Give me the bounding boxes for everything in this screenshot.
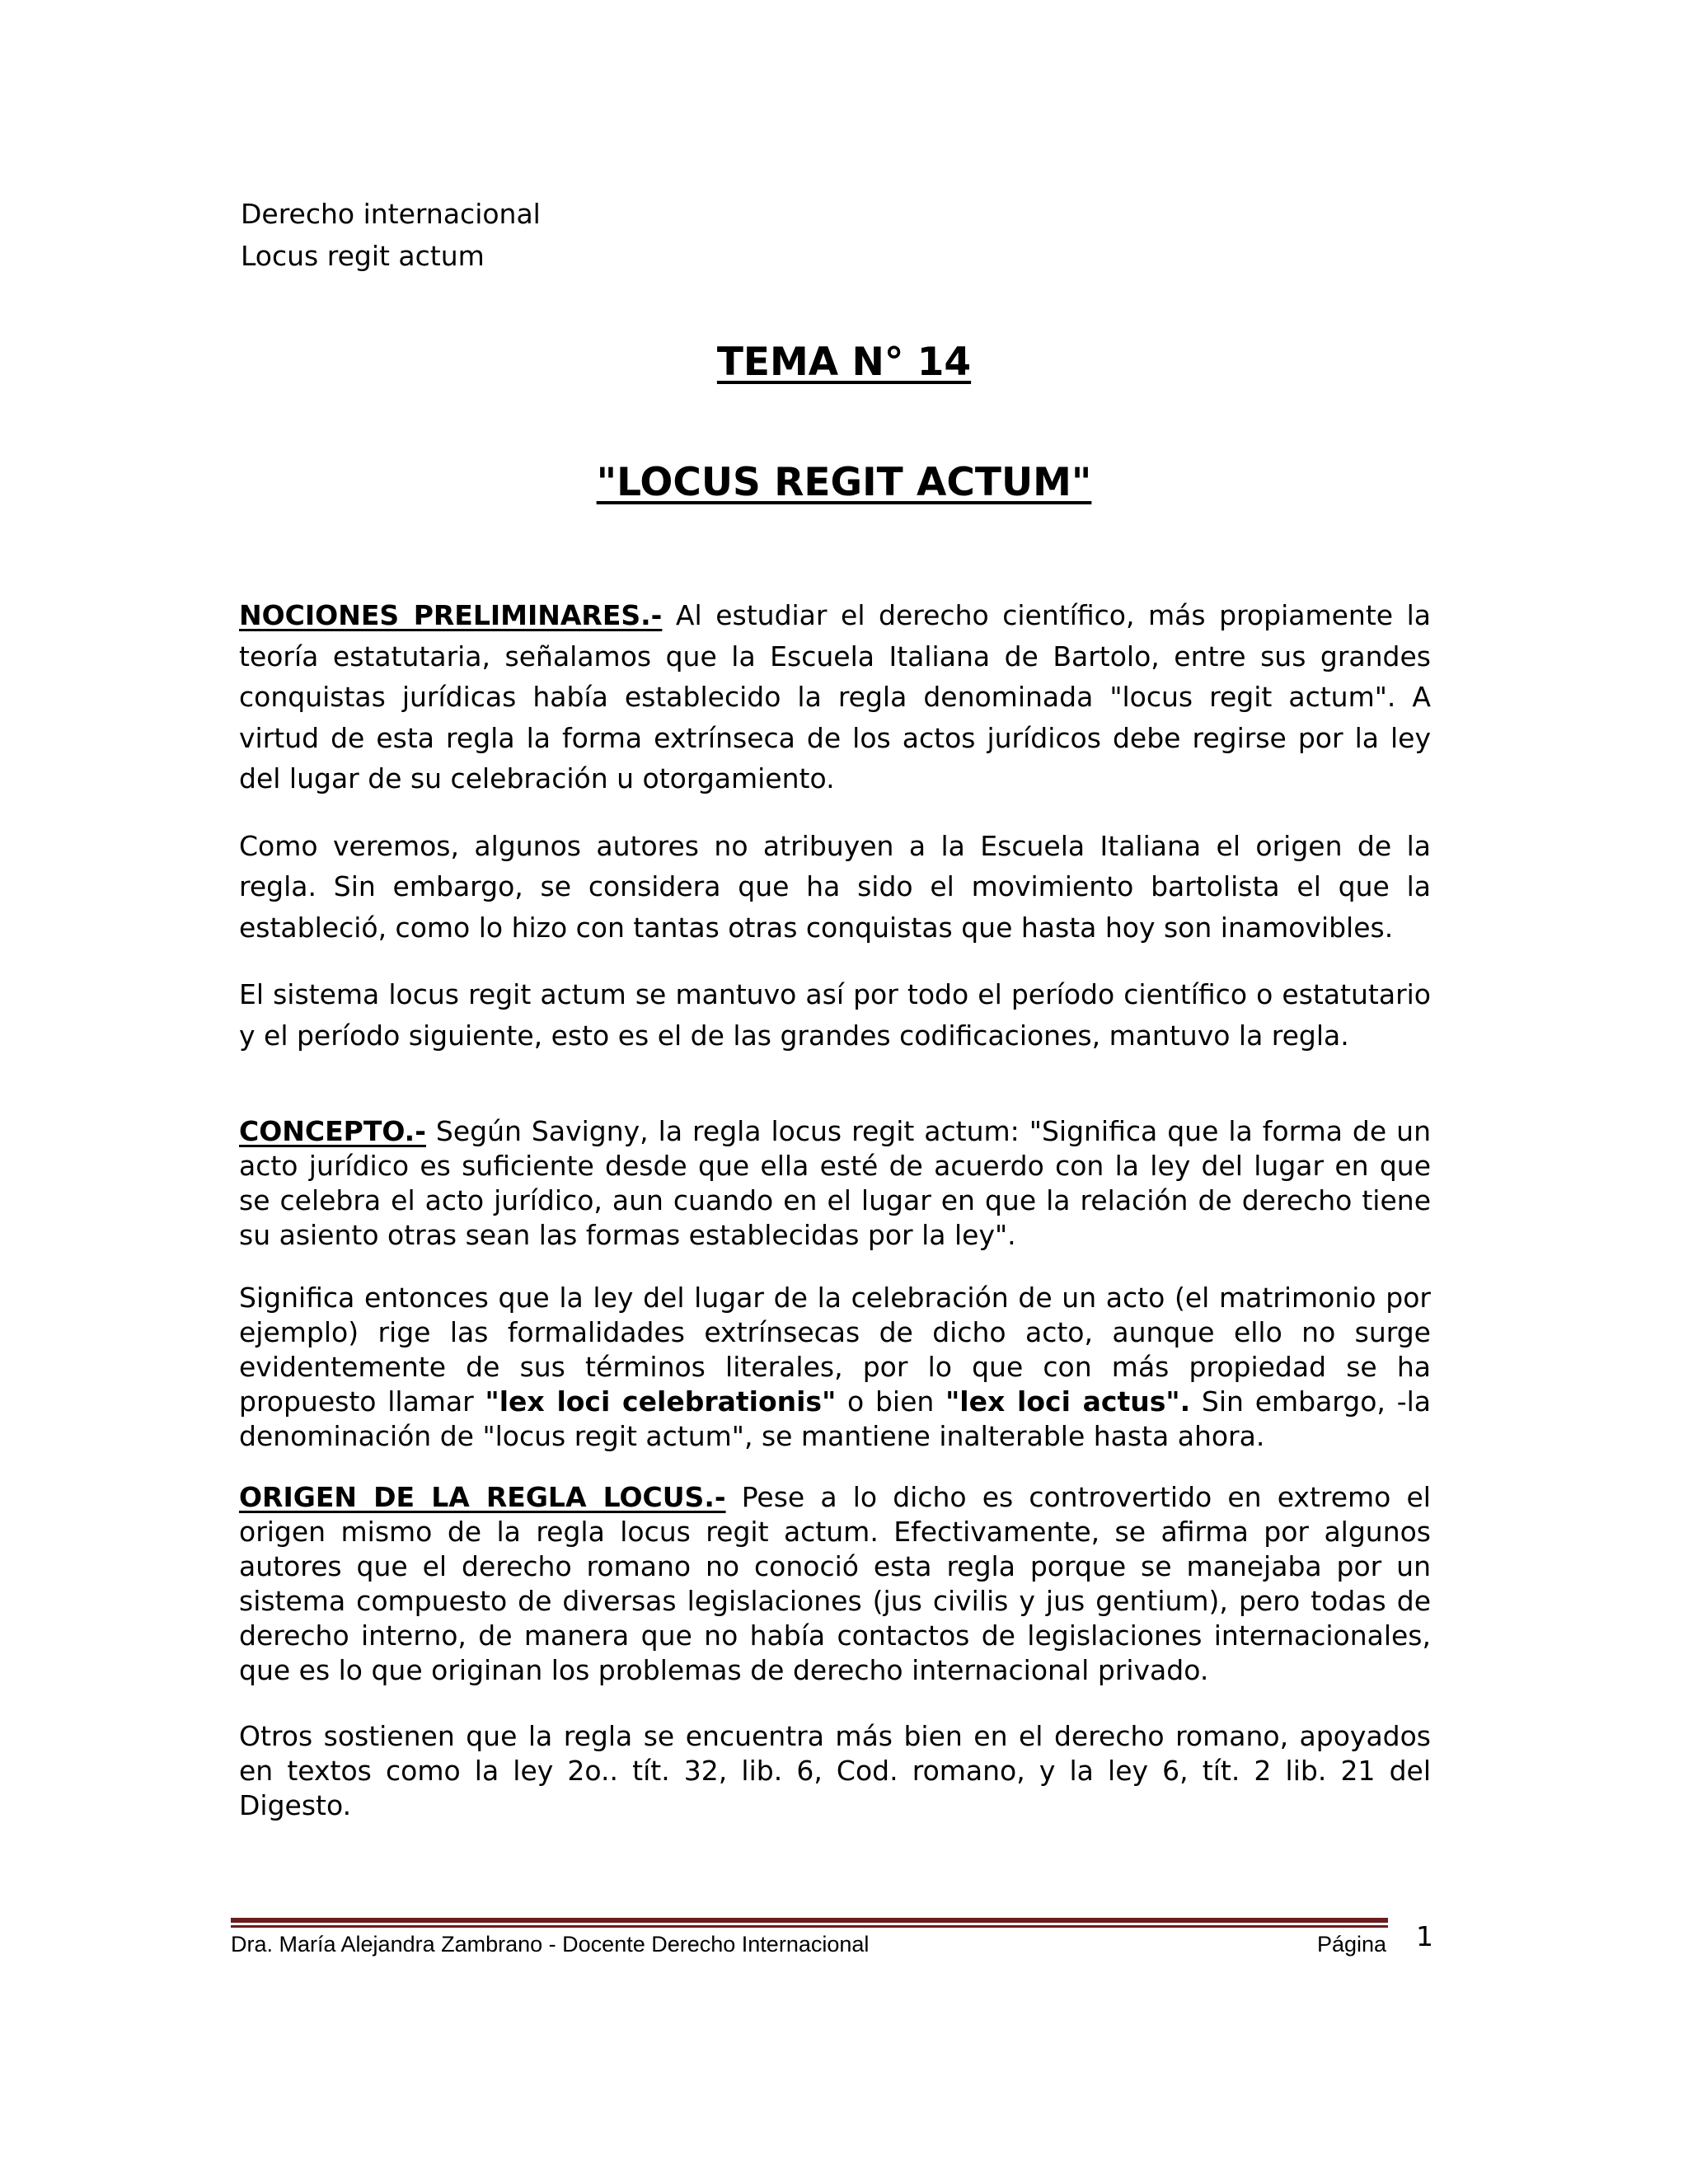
concepto-term-actus: "lex loci actus".: [945, 1385, 1191, 1418]
origen-paragraph-2: Otros sostienen que la regla se encuentra más bien en el derecho romano, apoyados en textos como la ley 2o.. tít. 32, lib. 6, Cod. romano, y la ley 6, tít. 2 lib. 21 del Digesto.: [239, 1720, 1431, 1821]
origen-text-1: Pese a lo dicho es controvertido en extremo el origen mismo de la regla locus regit actum. Efectivamente, se afirma por algunos autores que el derecho romano no conoció esta regla porque se manejaba por un sistema compuesto de diversas legislaciones (jus civilis y jus gentium), pero todas de derecho interno, de manera que no había contactos de legislaciones internacionales, que es lo que originan los problemas de derecho internacional privado.: [239, 1481, 1431, 1686]
footer-rule-thin: [231, 1925, 1388, 1928]
nociones-paragraph-2: Como veremos, algunos autores no atribuyen a la Escuela Italiana el origen de la regla. Sin embargo, se considera que ha sido el movimiento bartolista el que la estableció, como lo hizo con tantas otras conquistas que hasta hoy son inamovibles.: [239, 829, 1431, 944]
section-origen: [239, 1480, 1431, 1823]
concepto-term-celebrationis: "lex loci celebrationis": [485, 1385, 837, 1418]
footer-rule-thick: [231, 1918, 1388, 1923]
section-nociones: [239, 595, 1431, 1056]
concepto-heading: CONCEPTO.-: [239, 1115, 426, 1147]
nociones-paragraph-1: [239, 595, 1431, 799]
footer-rule: [231, 1918, 1388, 1928]
concepto-text-2a: Significa entonces que la ley del lugar de la celebración de un acto (el matrimonio por ejemplo) rige las formalidades extrínsecas de dicho acto, aunque ello no surge evidentemente de sus términos literales, por lo que con más propiedad se ha propuesto llamar: [239, 1282, 1431, 1418]
concepto-text-1: Según Savigny, la regla locus regit actum: "Significa que la forma de un acto jurídico es suficiente desde que ella esté de acuerdo con la ley del lugar en que se celebra el acto jurídico, aun cuando en el lugar en que la relación de derecho tiene su asiento otras sean las formas establecidas por la ley".: [239, 1115, 1431, 1251]
nociones-paragraph-3: El sistema locus regit actum se mantuvo así por todo el período científico o estatutario y el período siguiente, esto es el de las grandes codificaciones, mantuvo la regla.: [239, 978, 1431, 1052]
section-concepto: [239, 1114, 1431, 1454]
page-number: 1: [1416, 1920, 1433, 1952]
tema-title: TEMA N° 14: [716, 340, 972, 385]
document-header: [241, 193, 541, 277]
concepto-text-2b: o bien: [836, 1385, 946, 1418]
origen-paragraph-1: [239, 1480, 1431, 1688]
nociones-heading: NOCIONES PRELIMINARES.-: [239, 599, 663, 631]
concepto-paragraph-1: [239, 1114, 1431, 1253]
origen-heading: ORIGEN DE LA REGLA LOCUS.-: [239, 1481, 726, 1513]
main-title: "LOCUS REGIT ACTUM": [596, 460, 1092, 505]
header-subject: Derecho internacional: [241, 198, 541, 230]
header-topic: Locus regit actum: [241, 240, 485, 272]
footer-author: Dra. María Alejandra Zambrano - Docente Derecho Internacional: [231, 1932, 870, 1957]
footer-page-label: Página: [1317, 1932, 1387, 1957]
nociones-text-1: Al estudiar el derecho científico, más propiamente la teoría estatutaria, señalamos que la Escuela Italiana de Bartolo, entre sus grandes conquistas jurídicas había establecido la regla denominada "locus regit actum". A virtud de esta regla la forma extrínseca de los actos jurídicos debe regirse por la ley del lugar de su celebración u otorgamiento.: [239, 599, 1431, 794]
concepto-paragraph-2: [239, 1281, 1431, 1454]
concepto-text-2c: Sin embargo, -la denominación de "locus regit actum", se mantiene inalterable hasta ahora.: [239, 1385, 1431, 1452]
